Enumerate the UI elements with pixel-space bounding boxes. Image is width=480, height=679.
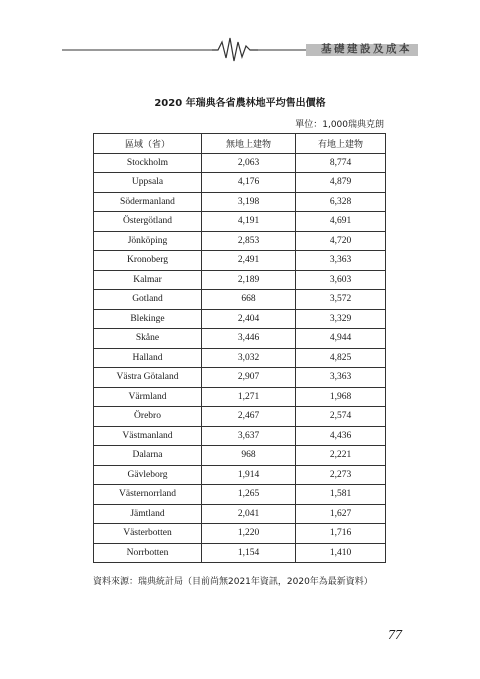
cell-without-buildings: 3,637 [202, 426, 296, 446]
cell-with-buildings: 2,574 [296, 407, 386, 427]
cell-region: Västmanland [94, 426, 202, 446]
cell-with-buildings: 4,436 [296, 426, 386, 446]
table-row [94, 368, 386, 388]
cell-with-buildings: 1,581 [296, 485, 386, 505]
table-body [94, 153, 386, 563]
cell-with-buildings: 3,572 [296, 290, 386, 310]
table-header-row [94, 134, 386, 154]
source-note: 資料來源：瑞典統計局（目前尚無2021年資訊，2020年為最新資料） [93, 577, 373, 587]
cell-with-buildings: 3,363 [296, 368, 386, 388]
cell-region: Kalmar [94, 270, 202, 290]
table-row [94, 192, 386, 212]
cell-without-buildings: 1,220 [202, 524, 296, 544]
cell-region: Västra Götaland [94, 368, 202, 388]
cell-region: Skåne [94, 329, 202, 349]
cell-without-buildings: 2,189 [202, 270, 296, 290]
cell-region: Värmland [94, 387, 202, 407]
table-row [94, 270, 386, 290]
cell-region: Dalarna [94, 446, 202, 466]
unit-note: 單位：1,000瑞典克朗 [295, 120, 384, 130]
cell-region: Stockholm [94, 153, 202, 173]
cell-with-buildings: 1,410 [296, 543, 386, 563]
table-row [94, 309, 386, 329]
table-row [94, 504, 386, 524]
table-row [94, 524, 386, 544]
table-row [94, 251, 386, 271]
cell-region: Örebro [94, 407, 202, 427]
cell-with-buildings: 1,968 [296, 387, 386, 407]
table-row [94, 446, 386, 466]
column-header-with-buildings: 有地上建物 [296, 134, 386, 154]
cell-without-buildings: 2,404 [202, 309, 296, 329]
cell-with-buildings: 1,627 [296, 504, 386, 524]
cell-region: Norrbotten [94, 543, 202, 563]
cell-with-buildings: 2,221 [296, 446, 386, 466]
cell-region: Kronoberg [94, 251, 202, 271]
cell-region: Jämtland [94, 504, 202, 524]
cell-without-buildings: 668 [202, 290, 296, 310]
page-number: 77 [388, 628, 402, 643]
table-row [94, 290, 386, 310]
cell-region: Halland [94, 348, 202, 368]
cell-region: Västerbotten [94, 524, 202, 544]
table-row [94, 231, 386, 251]
table-row [94, 387, 386, 407]
column-header-region: 區域（省） [94, 134, 202, 154]
cell-with-buildings: 3,603 [296, 270, 386, 290]
cell-without-buildings: 2,041 [202, 504, 296, 524]
page-header [62, 33, 418, 65]
cell-without-buildings: 4,191 [202, 212, 296, 232]
cell-with-buildings: 4,944 [296, 329, 386, 349]
table-row [94, 348, 386, 368]
cell-without-buildings: 2,907 [202, 368, 296, 388]
table-row [94, 543, 386, 563]
table-row [94, 329, 386, 349]
table-row [94, 407, 386, 427]
cell-without-buildings: 1,271 [202, 387, 296, 407]
cell-with-buildings: 2,273 [296, 465, 386, 485]
column-header-without-buildings: 無地上建物 [202, 134, 296, 154]
cell-without-buildings: 3,032 [202, 348, 296, 368]
cell-region: Gotland [94, 290, 202, 310]
cell-with-buildings: 4,691 [296, 212, 386, 232]
cell-with-buildings: 1,716 [296, 524, 386, 544]
price-table [93, 133, 386, 563]
cell-without-buildings: 2,491 [202, 251, 296, 271]
cell-without-buildings: 2,853 [202, 231, 296, 251]
table-row [94, 485, 386, 505]
cell-without-buildings: 4,176 [202, 173, 296, 193]
table-row [94, 173, 386, 193]
cell-with-buildings: 3,329 [296, 309, 386, 329]
cell-with-buildings: 4,825 [296, 348, 386, 368]
cell-region: Blekinge [94, 309, 202, 329]
cell-without-buildings: 1,154 [202, 543, 296, 563]
table-row [94, 426, 386, 446]
cell-region: Östergötland [94, 212, 202, 232]
cell-with-buildings: 4,720 [296, 231, 386, 251]
cell-without-buildings: 968 [202, 446, 296, 466]
cell-with-buildings: 6,328 [296, 192, 386, 212]
cell-region: Gävleborg [94, 465, 202, 485]
cell-without-buildings: 1,914 [202, 465, 296, 485]
cell-region: Jönköping [94, 231, 202, 251]
cell-with-buildings: 4,879 [296, 173, 386, 193]
table-row [94, 153, 386, 173]
table-row [94, 465, 386, 485]
cell-without-buildings: 2,063 [202, 153, 296, 173]
cell-with-buildings: 3,363 [296, 251, 386, 271]
cell-without-buildings: 2,467 [202, 407, 296, 427]
table-row [94, 212, 386, 232]
cell-without-buildings: 1,265 [202, 485, 296, 505]
table-title: 2020 年瑞典各省農林地平均售出價格 [154, 98, 326, 109]
cell-region: Uppsala [94, 173, 202, 193]
cell-without-buildings: 3,198 [202, 192, 296, 212]
cell-region: Västernorrland [94, 485, 202, 505]
cell-region: Södermanland [94, 192, 202, 212]
cell-with-buildings: 8,774 [296, 153, 386, 173]
section-title: 基礎建設及成本 [321, 43, 412, 55]
cell-without-buildings: 3,446 [202, 329, 296, 349]
